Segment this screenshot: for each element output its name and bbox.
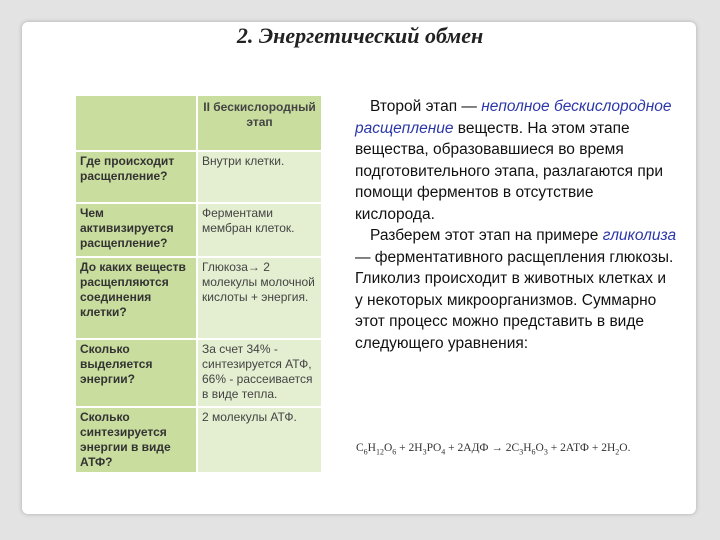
paragraph-1: Второй этап — неполное бескислородное расщепление веществ. На этом этапе вещества, образовавшиеся во время подготовительного этапа, разлагаются при помощи ферментов в отсутствие кислорода.: [355, 98, 672, 223]
table-row: [76, 257, 321, 339]
table-answer: Ферментами мембран клеток.: [197, 203, 321, 257]
table-answer: Глюкоза→ 2 молекулы молочной кислоты + энергия.: [197, 257, 321, 339]
table-answer: Внутри клетки.: [197, 151, 321, 203]
table-row: [76, 339, 321, 407]
table-row: [76, 203, 321, 257]
table-answer: За счет 34% - синтезируется АТФ, 66% - рассеивается в виде тепла.: [197, 339, 321, 407]
page-title: [0, 23, 720, 49]
table-header-row: [76, 96, 321, 151]
table-header-cell: II бескислородный этап: [197, 96, 321, 151]
table-question: Чем активизируется расщепление?: [76, 203, 197, 257]
table-question: Сколько выделяется энергии?: [76, 339, 197, 407]
table-question: Где происходит расщепление?: [76, 151, 197, 203]
table-row: [76, 407, 321, 473]
title-text: 2. Энергетический обмен: [236, 23, 484, 48]
highlight-term: неполное бескислородное расщепление: [355, 98, 672, 137]
table-row: [76, 151, 321, 203]
table-answer: 2 молекулы АТФ.: [197, 407, 321, 473]
glycolysis-equation: $C_6H_{12}O_6 + 2H_3PO_4 + 2АДФ \to 2C_3H_6O_3 + 2АТФ + 2H_2O$.: [356, 442, 631, 457]
table-question: Сколько синтезируется энергии в виде АТФ?: [76, 407, 197, 473]
table-question: До каких веществ расщепляются соединения клетки?: [76, 257, 197, 339]
paragraph-2: Разберем этот этап на примере гликолиза — ферментативного расщепления глюкозы. Гликолиз происходит в животных клетках и у некоторых микроорганизмов. Суммарно этот процесс можно представить в виде следующего уравнения:: [355, 227, 677, 352]
highlight-term: гликолиза: [602, 227, 677, 244]
comparison-table: [76, 96, 321, 474]
table-header-empty: [76, 96, 197, 151]
body-text: [355, 96, 677, 354]
